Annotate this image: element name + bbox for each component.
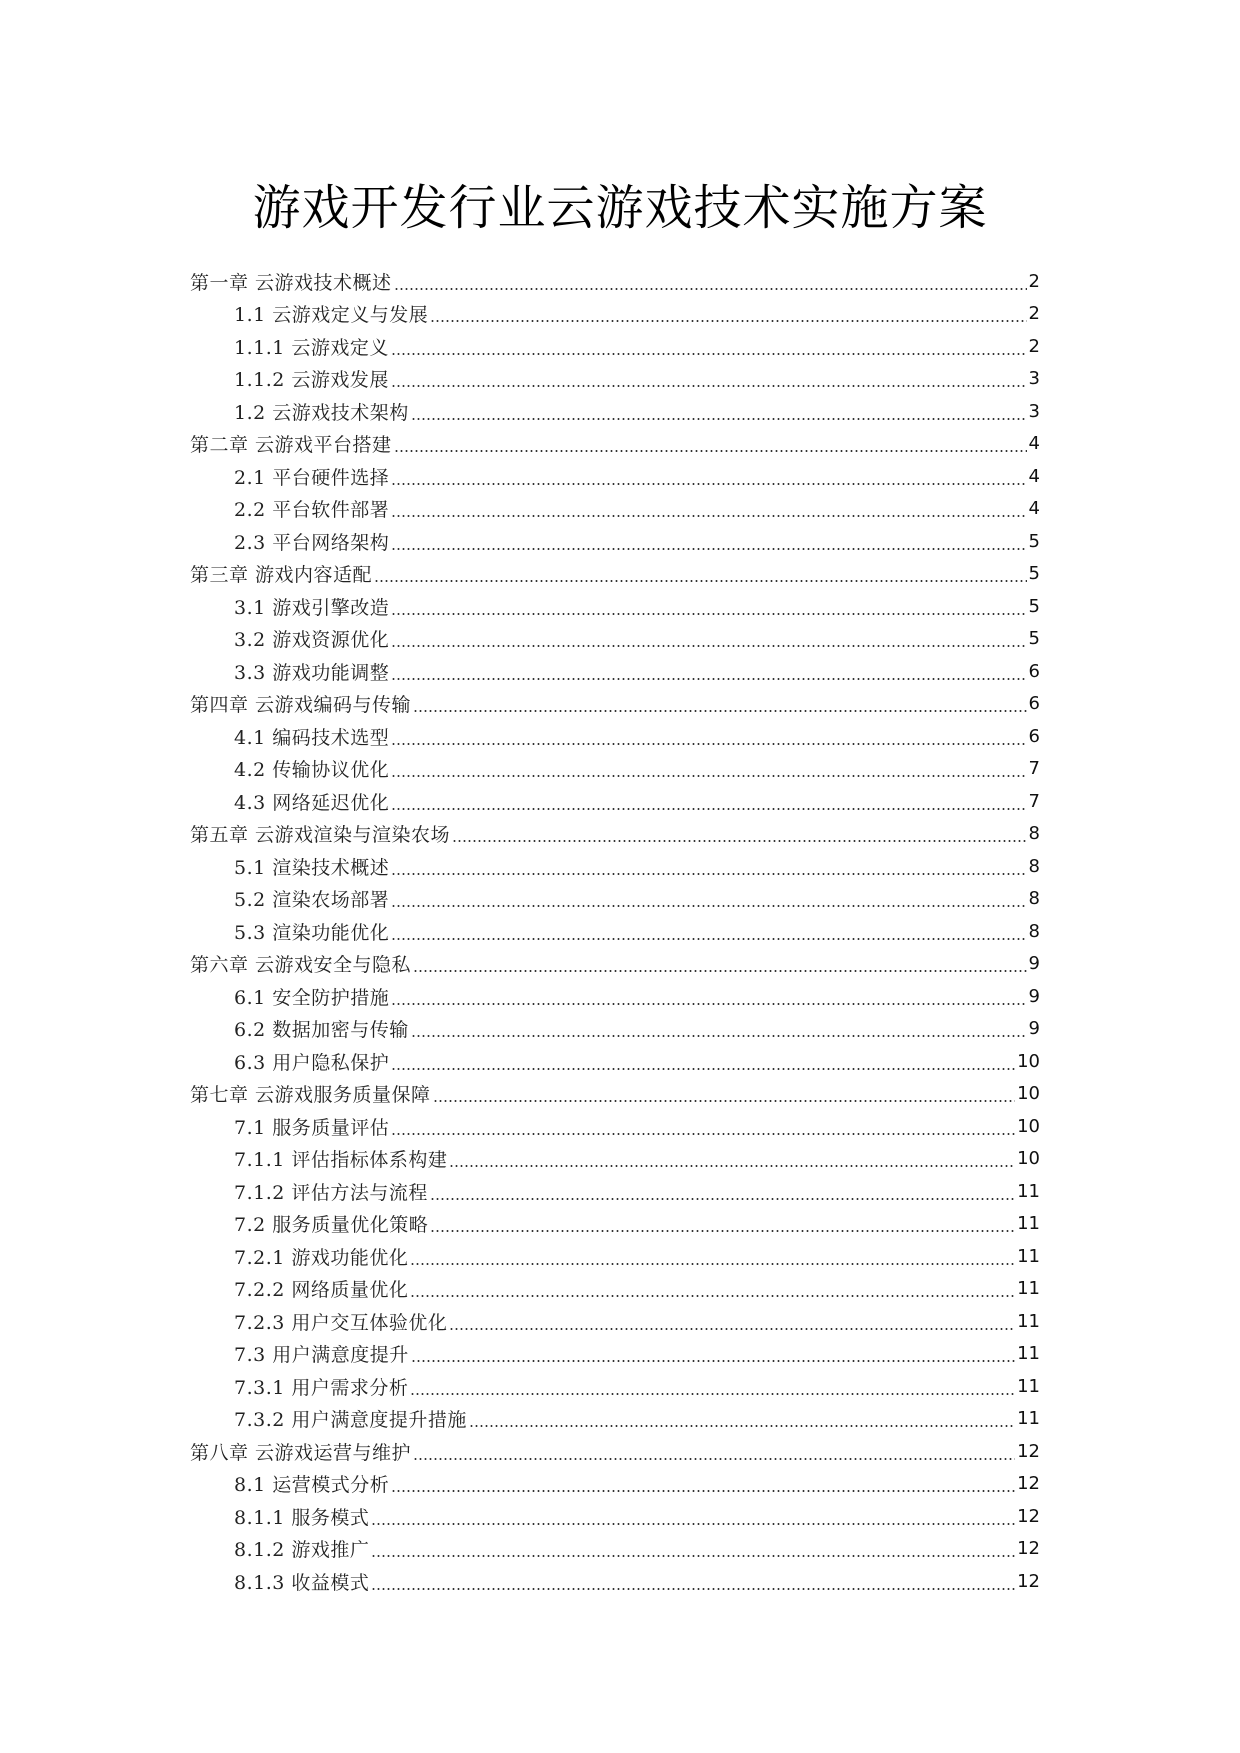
toc-entry-label: 4.1 编码技术选型 [234, 726, 390, 749]
toc-dot-leader [394, 288, 1027, 290]
toc-dot-leader [411, 1035, 1027, 1037]
toc-dot-leader [371, 1588, 1015, 1590]
toc-dot-leader [411, 418, 1027, 420]
toc-dot-leader [411, 1360, 1015, 1362]
toc-dot-leader [449, 1328, 1015, 1330]
toc-page-number: 3 [1028, 400, 1040, 422]
toc-entry-label: 3.3 游戏功能调整 [234, 661, 390, 684]
toc-page-number: 2 [1028, 270, 1040, 292]
toc-page-number: 11 [1017, 1213, 1040, 1235]
toc-dot-leader [371, 1555, 1015, 1557]
toc-chapter-entry[interactable] [190, 948, 1040, 981]
toc-entry-label: 7.3 用户满意度提升 [234, 1344, 409, 1367]
toc-page-number: 4 [1028, 498, 1040, 520]
toc-entry-label: 第二章 云游戏平台搭建 [190, 434, 392, 457]
toc-dot-leader [371, 1523, 1015, 1525]
toc-section-entry[interactable] [190, 1143, 1040, 1176]
toc-entry-label: 6.2 数据加密与传输 [234, 1019, 409, 1042]
toc-page-number: 6 [1028, 660, 1040, 682]
toc-page-number: 6 [1028, 725, 1040, 747]
toc-dot-leader [430, 1230, 1015, 1232]
toc-section-entry[interactable] [190, 363, 1040, 396]
toc-entry-label: 2.2 平台软件部署 [234, 499, 390, 522]
toc-page-number: 5 [1028, 628, 1040, 650]
toc-page-number: 8 [1028, 823, 1040, 845]
toc-section-entry[interactable] [190, 720, 1040, 753]
toc-dot-leader [374, 580, 1027, 582]
toc-page-number: 11 [1017, 1343, 1040, 1365]
toc-dot-leader [391, 515, 1026, 517]
toc-section-entry[interactable] [190, 298, 1040, 331]
toc-section-entry[interactable] [190, 655, 1040, 688]
toc-page-number: 8 [1028, 888, 1040, 910]
toc-section-entry[interactable] [190, 883, 1040, 916]
toc-section-entry[interactable] [190, 785, 1040, 818]
toc-section-entry[interactable] [190, 1240, 1040, 1273]
toc-entry-label: 6.1 安全防护措施 [234, 986, 390, 1009]
toc-entry-label: 3.1 游戏引擎改造 [234, 596, 390, 619]
toc-page-number: 4 [1028, 465, 1040, 487]
toc-page-number: 5 [1028, 563, 1040, 585]
toc-dot-leader [391, 645, 1026, 647]
toc-section-entry[interactable] [190, 753, 1040, 786]
toc-entry-label: 第五章 云游戏渲染与渲染农场 [190, 824, 451, 847]
toc-dot-leader [449, 1165, 1015, 1167]
toc-page-number: 2 [1028, 335, 1040, 357]
toc-page-number: 7 [1028, 758, 1040, 780]
toc-section-entry[interactable] [190, 1305, 1040, 1338]
toc-page-number: 11 [1017, 1408, 1040, 1430]
toc-page-number: 12 [1017, 1505, 1040, 1527]
toc-page-number: 11 [1017, 1180, 1040, 1202]
toc-entry-label: 1.1.2 云游戏发展 [234, 369, 389, 392]
toc-section-entry[interactable] [190, 1338, 1040, 1371]
toc-chapter-entry[interactable] [190, 688, 1040, 721]
toc-page-number: 9 [1028, 985, 1040, 1007]
toc-section-entry[interactable] [190, 1403, 1040, 1436]
toc-chapter-entry[interactable] [190, 265, 1040, 298]
toc-section-entry[interactable] [190, 1175, 1040, 1208]
toc-page-number: 7 [1028, 790, 1040, 812]
toc-section-entry[interactable] [190, 1468, 1040, 1501]
toc-dot-leader [391, 1068, 1015, 1070]
toc-dot-leader [413, 710, 1027, 712]
toc-dot-leader [413, 1458, 1015, 1460]
toc-entry-label: 5.3 渲染功能优化 [234, 921, 390, 944]
toc-section-entry[interactable] [190, 850, 1040, 883]
toc-page-number: 11 [1017, 1245, 1040, 1267]
toc-page-number: 12 [1017, 1538, 1040, 1560]
toc-entry-label: 3.2 游戏资源优化 [234, 629, 390, 652]
toc-entry-label: 7.1.1 评估指标体系构建 [234, 1149, 448, 1172]
toc-chapter-entry[interactable] [190, 558, 1040, 591]
toc-entry-label: 8.1.2 游戏推广 [234, 1539, 370, 1562]
toc-entry-label: 7.1 服务质量评估 [234, 1116, 390, 1139]
toc-dot-leader [391, 1133, 1015, 1135]
toc-dot-leader [391, 353, 1027, 355]
toc-section-entry[interactable] [190, 460, 1040, 493]
toc-dot-leader [391, 808, 1026, 810]
toc-dot-leader [433, 1100, 1016, 1102]
toc-dot-leader [391, 548, 1026, 550]
toc-page-number: 10 [1017, 1050, 1040, 1072]
toc-section-entry[interactable] [190, 1533, 1040, 1566]
toc-section-entry[interactable] [190, 1045, 1040, 1078]
toc-page-number: 4 [1028, 433, 1040, 455]
toc-entry-label: 第三章 游戏内容适配 [190, 564, 373, 587]
toc-dot-leader [391, 1490, 1015, 1492]
toc-page-number: 5 [1028, 530, 1040, 552]
toc-entry-label: 4.2 传输协议优化 [234, 759, 390, 782]
toc-dot-leader [391, 1003, 1026, 1005]
toc-section-entry[interactable] [190, 395, 1040, 428]
toc-entry-label: 8.1.1 服务模式 [234, 1506, 370, 1529]
toc-entry-label: 7.2 服务质量优化策略 [234, 1214, 429, 1237]
toc-entry-label: 第七章 云游戏服务质量保障 [190, 1084, 431, 1107]
toc-entry-label: 2.1 平台硬件选择 [234, 466, 390, 489]
toc-section-entry[interactable] [190, 1565, 1040, 1598]
toc-section-entry[interactable] [190, 1273, 1040, 1306]
toc-entry-label: 7.3.2 用户满意度提升措施 [234, 1409, 467, 1432]
toc-entry-label: 2.3 平台网络架构 [234, 531, 390, 554]
toc-section-entry[interactable] [190, 1110, 1040, 1143]
toc-section-entry[interactable] [190, 1370, 1040, 1403]
toc-entry-label: 第一章 云游戏技术概述 [190, 271, 392, 294]
toc-page-number: 10 [1017, 1115, 1040, 1137]
toc-entry-label: 7.1.2 评估方法与流程 [234, 1181, 428, 1204]
toc-section-entry[interactable] [190, 525, 1040, 558]
toc-entry-label: 7.2.3 用户交互体验优化 [234, 1311, 448, 1334]
toc-page-number: 5 [1028, 595, 1040, 617]
toc-section-entry[interactable] [190, 1208, 1040, 1241]
toc-chapter-entry[interactable] [190, 428, 1040, 461]
table-of-contents [190, 265, 1040, 1598]
toc-entry-label: 8.1 运营模式分析 [234, 1474, 390, 1497]
toc-entry-label: 1.1 云游戏定义与发展 [234, 304, 429, 327]
toc-page-number: 10 [1017, 1083, 1040, 1105]
toc-section-entry[interactable] [190, 980, 1040, 1013]
toc-page-number: 2 [1028, 303, 1040, 325]
toc-page-number: 10 [1017, 1148, 1040, 1170]
toc-dot-leader [391, 775, 1026, 777]
toc-chapter-entry[interactable] [190, 818, 1040, 851]
toc-section-entry[interactable] [190, 1500, 1040, 1533]
toc-dot-leader [391, 385, 1027, 387]
toc-section-entry[interactable] [190, 330, 1040, 363]
toc-dot-leader [430, 1198, 1015, 1200]
toc-page-number: 12 [1017, 1473, 1040, 1495]
toc-section-entry[interactable] [190, 623, 1040, 656]
toc-entry-label: 7.3.1 用户需求分析 [234, 1376, 409, 1399]
toc-entry-label: 5.1 渲染技术概述 [234, 856, 390, 879]
toc-page-number: 11 [1017, 1310, 1040, 1332]
toc-entry-label: 5.2 渲染农场部署 [234, 889, 390, 912]
toc-dot-leader [410, 1263, 1015, 1265]
toc-page-number: 9 [1028, 1018, 1040, 1040]
toc-section-entry[interactable] [190, 915, 1040, 948]
toc-dot-leader [391, 678, 1026, 680]
toc-entry-label: 7.2.2 网络质量优化 [234, 1279, 409, 1302]
toc-dot-leader [430, 320, 1026, 322]
toc-dot-leader [391, 905, 1026, 907]
toc-chapter-entry[interactable] [190, 1078, 1040, 1111]
toc-entry-label: 1.1.1 云游戏定义 [234, 336, 389, 359]
toc-dot-leader [391, 938, 1026, 940]
toc-dot-leader [469, 1425, 1015, 1427]
toc-page-number: 8 [1028, 920, 1040, 942]
toc-page-number: 12 [1017, 1570, 1040, 1592]
toc-dot-leader [391, 483, 1026, 485]
toc-dot-leader [410, 1295, 1015, 1297]
toc-page-number: 11 [1017, 1278, 1040, 1300]
toc-entry-label: 7.2.1 游戏功能优化 [234, 1246, 409, 1269]
toc-dot-leader [391, 743, 1026, 745]
toc-page-number: 11 [1017, 1375, 1040, 1397]
toc-dot-leader [391, 613, 1026, 615]
toc-section-entry[interactable] [190, 493, 1040, 526]
toc-entry-label: 第六章 云游戏安全与隐私 [190, 954, 412, 977]
toc-dot-leader [391, 873, 1026, 875]
toc-dot-leader [394, 450, 1027, 452]
toc-section-entry[interactable] [190, 1013, 1040, 1046]
toc-entry-label: 4.3 网络延迟优化 [234, 791, 390, 814]
toc-entry-label: 1.2 云游戏技术架构 [234, 401, 409, 424]
toc-page-number: 9 [1028, 953, 1040, 975]
toc-dot-leader [452, 840, 1027, 842]
toc-page-number: 8 [1028, 855, 1040, 877]
toc-dot-leader [413, 970, 1027, 972]
toc-section-entry[interactable] [190, 590, 1040, 623]
toc-page-number: 6 [1028, 693, 1040, 715]
toc-chapter-entry[interactable] [190, 1435, 1040, 1468]
toc-entry-label: 第八章 云游戏运营与维护 [190, 1441, 412, 1464]
toc-page-number: 3 [1028, 368, 1040, 390]
toc-dot-leader [410, 1393, 1015, 1395]
toc-entry-label: 6.3 用户隐私保护 [234, 1051, 390, 1074]
document-title: 游戏开发行业云游戏技术实施方案 [252, 180, 988, 236]
toc-entry-label: 第四章 云游戏编码与传输 [190, 694, 412, 717]
toc-page-number: 12 [1017, 1440, 1040, 1462]
toc-entry-label: 8.1.3 收益模式 [234, 1571, 370, 1594]
